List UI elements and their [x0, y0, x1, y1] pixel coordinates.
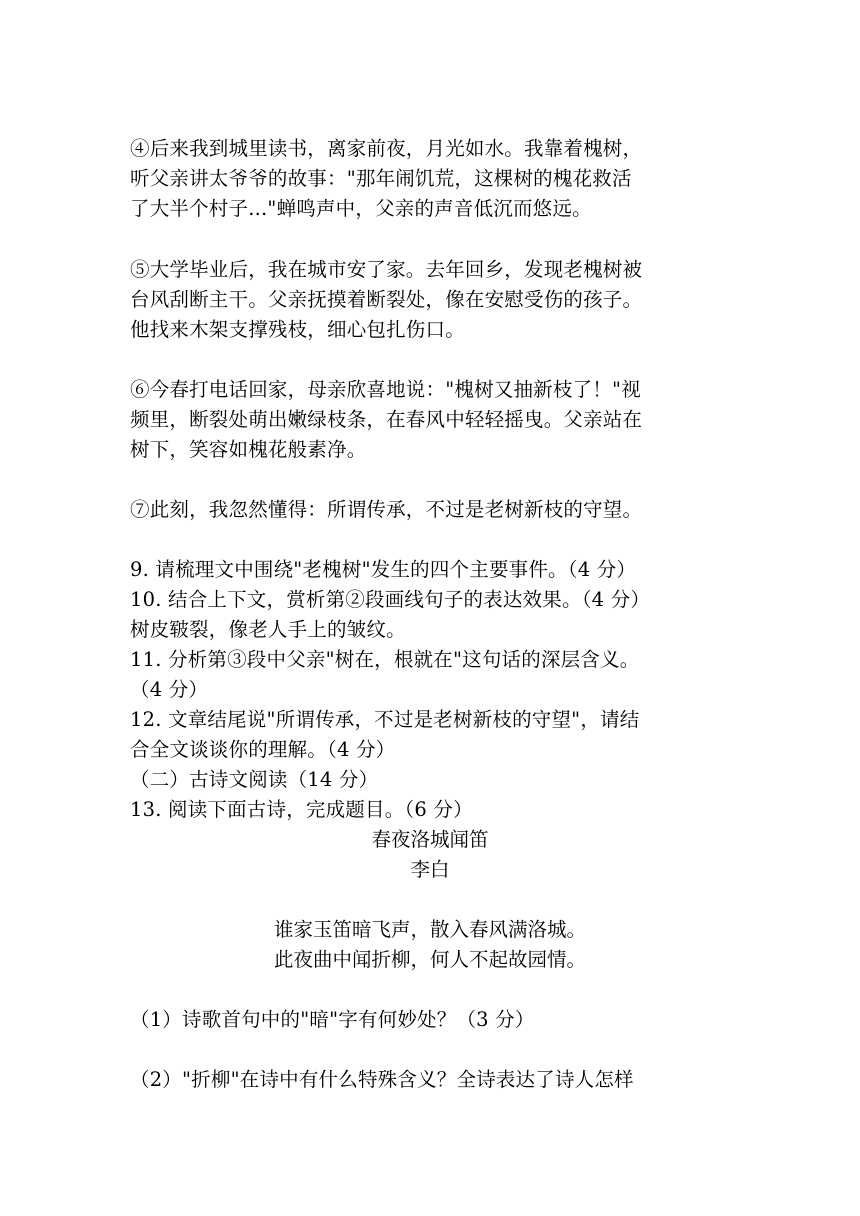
- subquestion-2: [130, 1065, 740, 1095]
- paragraph-line: ④后来我到城里读书，离家前夜，月光如水。我靠着槐树，: [130, 137, 643, 160]
- section-heading: （二）古诗文阅读（14 分）: [130, 768, 379, 791]
- poem-title: 春夜洛城闻笛: [371, 828, 489, 851]
- paragraph-line: ⑤大学毕业后，我在城市安了家。去年回乡，发现老槐树被: [130, 258, 643, 281]
- subquestion-1: [130, 1005, 740, 1035]
- question-11-score: （4 分）: [130, 678, 209, 701]
- paragraph-line: 了大半个村子..."蝉鸣声中，父亲的声音低沉而悠远。: [130, 197, 592, 220]
- paragraph-line: 台风刮断主干。父亲抚摸着断裂处，像在安慰受伤的孩子。: [130, 288, 643, 311]
- paragraph-line: 他找来木架支撑残枝，细心包扎伤口。: [130, 318, 465, 341]
- paragraph-7: [130, 495, 740, 525]
- question-10-quote: 树皮皲裂，像老人手上的皱纹。: [130, 618, 406, 641]
- paragraph-line: ⑥今春打电话回家，母亲欣喜地说："槐树又抽新枝了！"视: [130, 378, 641, 401]
- poem-line-2: 此夜曲中闻折柳，何人不起故园情。: [273, 948, 586, 971]
- question-9: 9. 请梳理文中围绕"老槐树"发生的四个主要事件。（4 分）: [130, 558, 637, 581]
- paragraph-line: ⑦此刻，我忽然懂得：所谓传承，不过是老树新枝的守望。: [130, 498, 643, 521]
- paragraph-line: 频里，断裂处萌出嫩绿枝条，在春风中轻轻摇曳。父亲站在: [130, 408, 643, 431]
- question-12: 12. 文章结尾说"所谓传承，不过是老树新枝的守望"，请结: [130, 708, 640, 731]
- paragraph-5: [130, 255, 740, 345]
- paragraph-6: [130, 375, 740, 465]
- question-10: 10. 结合上下文，赏析第②段画线句子的表达效果。（4 分）: [130, 588, 651, 611]
- questions-block: [130, 555, 740, 825]
- paragraph-line: 树下，笑容如槐花般素净。: [130, 438, 367, 461]
- subquestion-2-text: （2）"折柳"在诗中有什么特殊含义？全诗表达了诗人怎样: [130, 1068, 634, 1091]
- paragraph-line: 听父亲讲太爷爷的故事："那年闹饥荒，这棵树的槐花救活: [130, 167, 632, 190]
- subquestion-1-text: （1）诗歌首句中的"暗"字有何妙处？（3 分）: [130, 1008, 535, 1031]
- question-11: 11. 分析第③段中父亲"树在，根就在"这句话的深层含义。: [130, 648, 640, 671]
- question-12-continued: 合全文谈谈你的理解。（4 分）: [130, 738, 396, 761]
- poem-author: 李白: [410, 858, 450, 881]
- poem-line-1: 谁家玉笛暗飞声，散入春风满洛城。: [273, 918, 586, 941]
- paragraph-4: [130, 134, 740, 224]
- question-13: 13. 阅读下面古诗，完成题目。（6 分）: [130, 798, 473, 821]
